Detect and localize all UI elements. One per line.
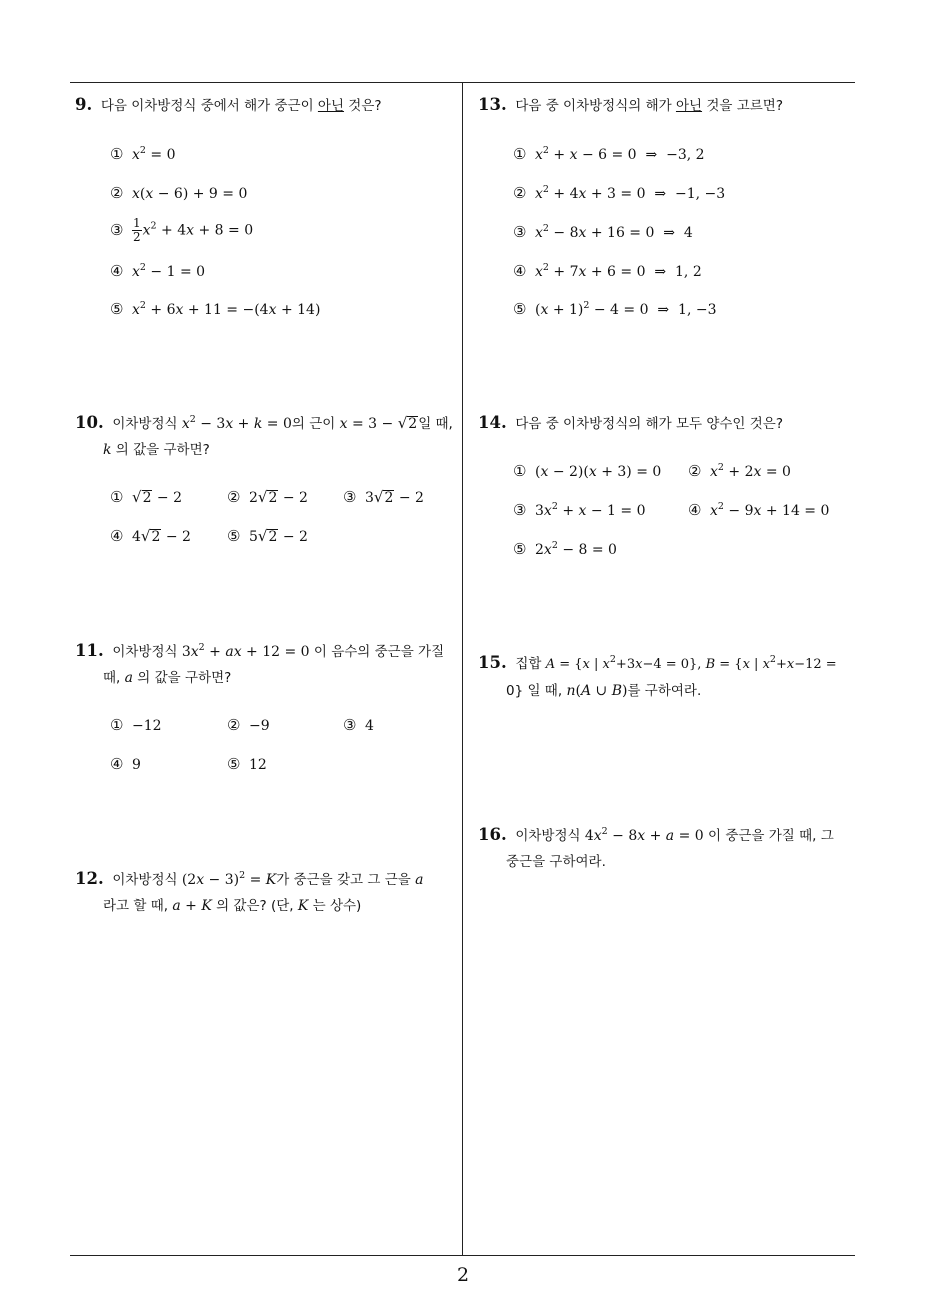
choice-2[interactable]: ② −9 bbox=[227, 716, 270, 734]
choice-5[interactable]: ⑤ $2x^2 - 8 = 0$ bbox=[513, 540, 617, 558]
choice-2[interactable]: ② $x^2 + 4x + 3 = 0$ ⇒ −1, −3 bbox=[513, 184, 726, 202]
question-15 bbox=[478, 650, 860, 704]
question-text: 다음 중 이차방정식의 해가 모두 양수인 것은? bbox=[515, 416, 783, 432]
choice-3[interactable]: ③ 3√2 − 2 bbox=[343, 488, 424, 506]
question-text: 이차방정식 $3x^2$ + ax + 12 = 0 이 음수의 중근을 가질 때, a 의 값을 구하면? bbox=[103, 642, 445, 686]
column-divider bbox=[462, 82, 463, 1255]
question-13 bbox=[478, 92, 860, 119]
choice-5[interactable]: ⑤ 5√2 − 2 bbox=[227, 527, 308, 545]
question-number: 9. bbox=[75, 95, 93, 114]
choice-4[interactable]: ④ $x^2 + 7x + 6 = 0$ ⇒ 1, 2 bbox=[513, 262, 702, 280]
question-text: 다음 중 이차방정식의 해가 아닌 것을 고르면? bbox=[515, 98, 783, 114]
question-12 bbox=[75, 866, 460, 919]
question-text: 이차방정식 $4x^2 - 8x + a = 0$ 이 중근을 가질 때, 그 중근을 구하여라. bbox=[506, 826, 834, 870]
question-14 bbox=[478, 410, 860, 437]
question-10 bbox=[75, 410, 460, 463]
choice-3[interactable]: ③ $\frac{1}{2}$ $x^2 + 4x + 8 = 0$ bbox=[110, 216, 254, 244]
choice-1[interactable]: ① $x^2 + x - 6 = 0$ ⇒ −3, 2 bbox=[513, 145, 705, 163]
question-11 bbox=[75, 638, 460, 691]
choice-5[interactable]: ⑤ $x^2 + 6x + 11 = -(4x + 14)$ bbox=[110, 300, 321, 318]
question-number: 13. bbox=[478, 95, 507, 114]
question-number: 16. bbox=[478, 825, 507, 844]
question-number: 14. bbox=[478, 413, 507, 432]
choice-3[interactable]: ③ 4 bbox=[343, 716, 374, 734]
choice-3[interactable]: ③ $x^2 - 8x + 16 = 0$ ⇒ 4 bbox=[513, 223, 693, 241]
choice-2[interactable]: ② 2√2 − 2 bbox=[227, 488, 308, 506]
question-number: 12. bbox=[75, 869, 104, 888]
choice-1[interactable]: ① (x − 2)(x + 3) = 0 bbox=[513, 462, 662, 480]
choice-2[interactable]: ② $x^2 + 2x = 0$ bbox=[688, 462, 791, 480]
choice-2[interactable]: ② x(x − 6) + 9 = 0 bbox=[110, 184, 248, 202]
choice-1[interactable]: ① $x^2 = 0$ bbox=[110, 145, 176, 163]
question-9 bbox=[75, 92, 460, 119]
question-text: 이차방정식 $x^2 - 3x + k = 0$의 근이 x = 3 − √2일 때, k 의 값을 구하면? bbox=[103, 414, 453, 458]
question-16 bbox=[478, 822, 860, 875]
page-number: 2 bbox=[456, 1264, 470, 1286]
question-text: 이차방정식 $(2x - 3)^2 = K$가 중근을 갖고 그 근을 a 라고 할 때, a + K 의 값은? (단, K 는 상수) bbox=[103, 870, 424, 914]
choice-5[interactable]: ⑤ $(x + 1)^2 - 4 = 0$ ⇒ 1, −3 bbox=[513, 300, 717, 318]
bottom-rule bbox=[70, 1255, 855, 1256]
choice-1[interactable]: ① −12 bbox=[110, 716, 162, 734]
choice-3[interactable]: ③ $3x^2 + x - 1 = 0$ bbox=[513, 501, 646, 519]
question-text: 다음 이차방정식 중에서 해가 중근이 아닌 것은? bbox=[100, 98, 382, 114]
question-text: 집합 A = {x | $x^2+3x-4 = 0$}, B = {x | $x^2+x-12$ = 0} 일 때, n(A ∪ B)를 구하여라. bbox=[506, 654, 837, 699]
choice-4[interactable]: ④ 9 bbox=[110, 755, 141, 773]
choice-5[interactable]: ⑤ 12 bbox=[227, 755, 267, 773]
choice-4[interactable]: ④ 4√2 − 2 bbox=[110, 527, 191, 545]
question-number: 10. bbox=[75, 413, 104, 432]
question-number: 11. bbox=[75, 641, 104, 660]
choice-1[interactable]: ① √2 − 2 bbox=[110, 488, 183, 506]
question-number: 15. bbox=[478, 653, 507, 672]
choice-4[interactable]: ④ $x^2 - 1 = 0$ bbox=[110, 262, 206, 280]
choice-4[interactable]: ④ $x^2 - 9x + 14 = 0$ bbox=[688, 501, 830, 519]
